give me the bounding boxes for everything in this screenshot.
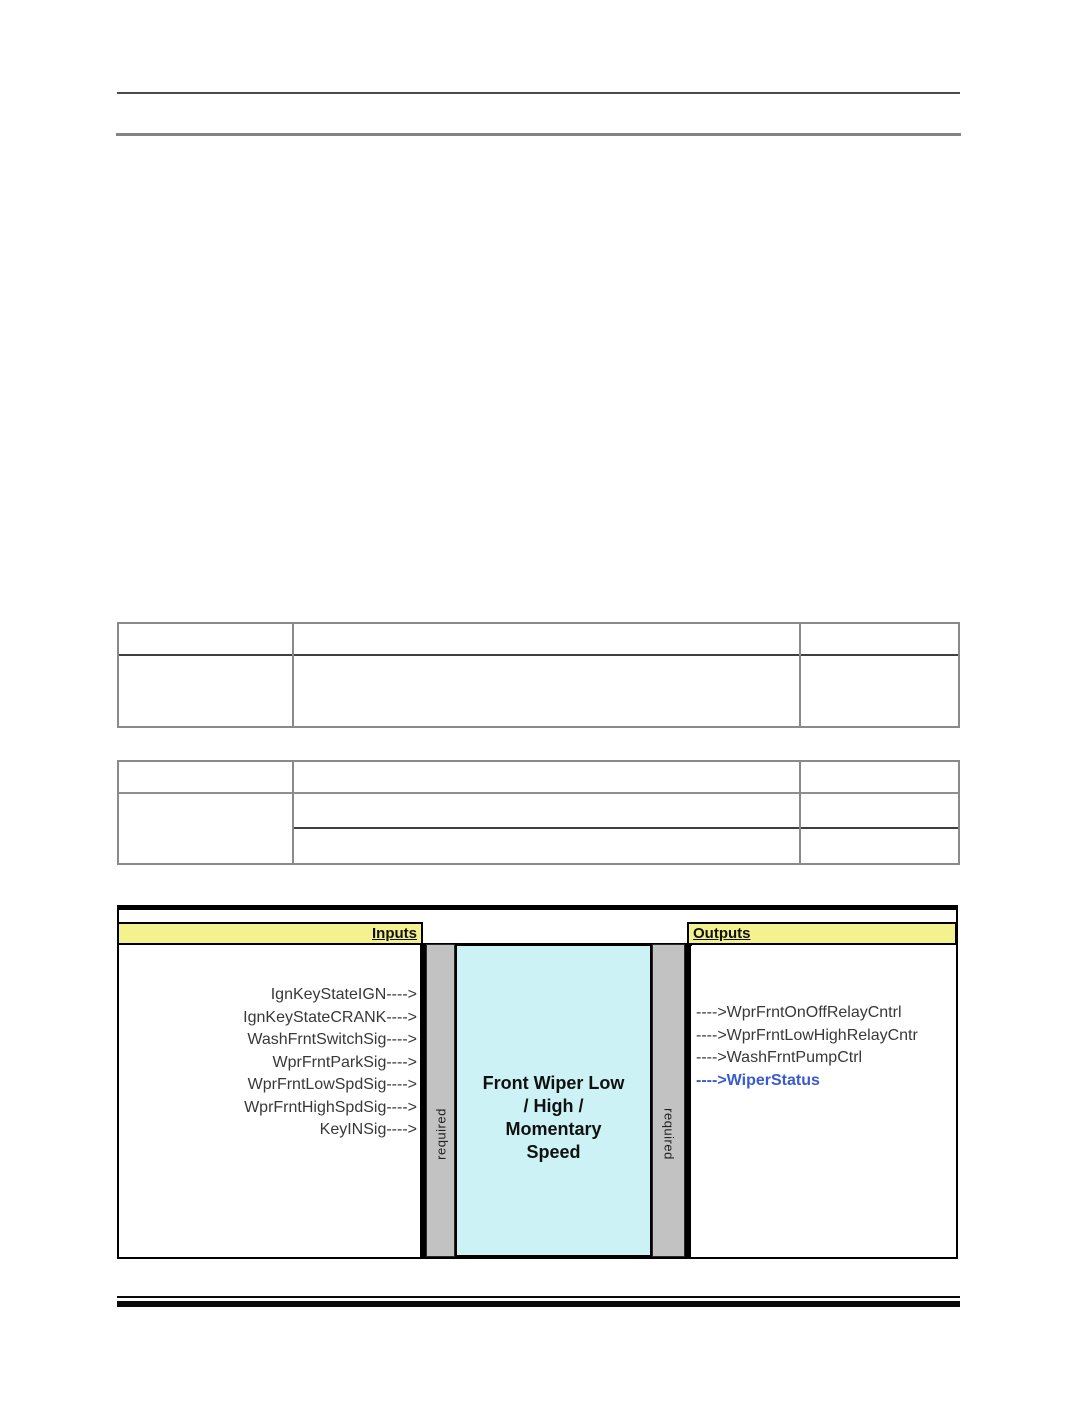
table-2-column-divider-1: [292, 762, 294, 863]
input-signal: KeyINSig---->: [319, 1121, 417, 1138]
function-block-title-line: / High /: [523, 1096, 584, 1116]
required-bar-left: [426, 944, 455, 1257]
inputs-banner: Inputs: [117, 922, 423, 945]
table-2-column-divider-2: [799, 762, 801, 863]
outputs-banner: Outputs: [687, 922, 957, 945]
empty-table-2: [117, 760, 960, 865]
required-label-right: required: [661, 1108, 676, 1160]
function-block-title-line: Speed: [526, 1142, 581, 1162]
empty-table-1: [117, 622, 960, 728]
table-2-header-divider: [119, 792, 958, 794]
input-signal: WprFrntParkSig---->: [272, 1053, 417, 1071]
outputs-boundary-line: [685, 943, 691, 1257]
output-signal: ---->WprFrntLowHighRelayCntr: [696, 1026, 918, 1044]
output-signal-wiper-status: ---->WiperStatus: [696, 1071, 820, 1089]
function-block-title-line: Momentary: [505, 1119, 602, 1139]
table-2-row-divider: [294, 827, 958, 829]
table-1-column-divider-1: [292, 624, 294, 726]
footer-rule-thin: [117, 1296, 960, 1298]
input-signal: WprFrntHighSpdSig---->: [244, 1098, 417, 1116]
output-signal-list: [696, 1002, 956, 1092]
input-signal: IgnKeyStateCRANK---->: [243, 1008, 417, 1026]
input-signal: WprFrntLowSpdSig---->: [247, 1076, 417, 1093]
input-signal: IgnKeyStateIGN---->: [270, 986, 417, 1003]
table-1-column-divider-2: [799, 624, 801, 726]
header-rule-bottom: [116, 133, 961, 136]
required-label-left: required: [433, 1108, 448, 1160]
function-block: [455, 944, 652, 1257]
output-signal: ---->WashFrntPumpCtrl: [696, 1049, 863, 1066]
input-signal-list: [123, 984, 417, 1142]
function-block-title-line: Front Wiper Low: [482, 1073, 625, 1093]
required-bar-right: [652, 944, 685, 1257]
input-signal: WashFrntSwitchSig---->: [247, 1031, 417, 1048]
interface-block-diagram: [117, 905, 958, 1259]
footer-rule-thick: [117, 1301, 960, 1307]
header-rule-top: [117, 92, 960, 94]
table-1-header-divider: [119, 654, 958, 656]
output-signal: ---->WprFrntOnOffRelayCntrl: [696, 1004, 902, 1021]
